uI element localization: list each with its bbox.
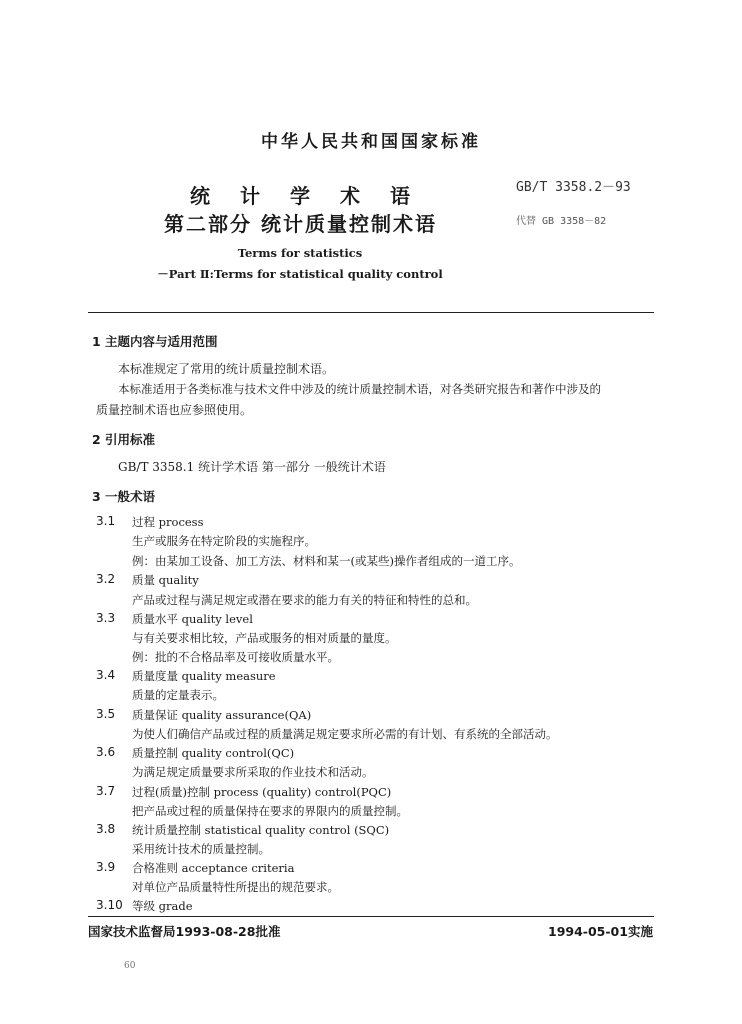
english-title-line-1: Terms for statistics xyxy=(237,246,363,260)
section-2-reference: GB/T 3358.1 统计学术语 第一部分 一般统计术语 xyxy=(118,460,386,474)
term-3-9-title: 合格准则 acceptance criteria xyxy=(132,861,295,875)
standard-organization: 中华人民共和国国家标准 xyxy=(261,132,481,152)
section-1-heading: 1 主题内容与适用范围 xyxy=(92,334,218,349)
term-3-5-number: 3.5 xyxy=(96,707,116,721)
term-3-1-title: 过程 process xyxy=(132,515,204,529)
term-3-2-title: 质量 quality xyxy=(132,573,199,587)
page-number: 60 xyxy=(124,961,136,971)
term-3-7-number: 3.7 xyxy=(96,784,116,798)
term-3-1-line-1: 生产或服务在特定阶段的实施程序。 xyxy=(132,534,316,548)
term-3-3-title: 质量水平 quality level xyxy=(132,612,253,626)
term-3-2-line-1: 产品或过程与满足规定或潜在要求的能力有关的特征和特性的总和。 xyxy=(132,593,477,607)
section-2-heading: 2 引用标准 xyxy=(92,432,156,447)
term-3-1-number: 3.1 xyxy=(96,514,116,528)
replaces-standard: 代替 GB 3358－82 xyxy=(516,216,607,227)
term-3-9-line-1: 对单位产品质量特性所提出的规范要求。 xyxy=(132,880,339,894)
term-3-8-number: 3.8 xyxy=(96,822,116,836)
section-3-heading: 3 一般术语 xyxy=(92,489,156,504)
term-3-7-title: 过程(质量)控制 process (quality) control(PQC) xyxy=(132,785,392,799)
title-line-2: 第二部分 统计质量控制术语 xyxy=(164,212,437,236)
footer-divider xyxy=(88,916,654,917)
term-3-10-title: 等级 grade xyxy=(132,899,193,913)
term-3-8-title: 统计质量控制 statistical quality control (SQC) xyxy=(132,823,390,837)
term-3-1-line-2: 例：由某加工设备、加工方法、材料和某一(或某些)操作者组成的一道工序。 xyxy=(132,554,521,568)
term-3-6-title: 质量控制 quality control(QC) xyxy=(132,746,295,760)
term-3-2-number: 3.2 xyxy=(96,572,116,586)
english-title-line-2: －Part Ⅱ:Terms for statistical quality control xyxy=(157,267,443,281)
section-1-paragraph-2a: 本标准适用于各类标准与技术文件中涉及的统计质量控制术语，对各类研究报告和著作中涉及的 xyxy=(118,382,601,396)
term-3-3-number: 3.3 xyxy=(96,611,116,625)
term-3-5-line-1: 为使人们确信产品或过程的质量满足规定要求所必需的有计划、有系统的全部活动。 xyxy=(132,727,558,741)
header-divider xyxy=(88,312,654,313)
term-3-4-line-1: 质量的定量表示。 xyxy=(132,688,224,702)
approval-date: 国家技术监督局1993-08-28批准 xyxy=(88,924,281,939)
term-3-7-line-1: 把产品或过程的质量保持在要求的界限内的质量控制。 xyxy=(132,804,408,818)
term-3-8-line-1: 采用统计技术的质量控制。 xyxy=(132,842,270,856)
term-3-4-number: 3.4 xyxy=(96,668,116,682)
section-1-paragraph-2b: 质量控制术语也应参照使用。 xyxy=(96,403,253,417)
term-3-6-number: 3.6 xyxy=(96,745,116,759)
standard-code: GB/T 3358.2－93 xyxy=(516,180,631,195)
term-3-5-title: 质量保证 quality assurance(QA) xyxy=(132,708,312,722)
term-3-10-number: 3.10 xyxy=(96,898,123,912)
section-1-paragraph-1: 本标准规定了常用的统计质量控制术语。 xyxy=(118,362,335,376)
term-3-9-number: 3.9 xyxy=(96,860,116,874)
effective-date: 1994-05-01实施 xyxy=(548,924,653,939)
term-3-3-line-1: 与有关要求相比较，产品或服务的相对质量的量度。 xyxy=(132,631,397,645)
term-3-6-line-1: 为满足规定质量要求所采取的作业技术和活动。 xyxy=(132,765,374,779)
term-3-4-title: 质量度量 quality measure xyxy=(132,669,276,683)
term-3-3-line-2: 例：批的不合格品率及可接收质量水平。 xyxy=(132,650,339,664)
title-line-1: 统计学术语 xyxy=(190,184,440,208)
